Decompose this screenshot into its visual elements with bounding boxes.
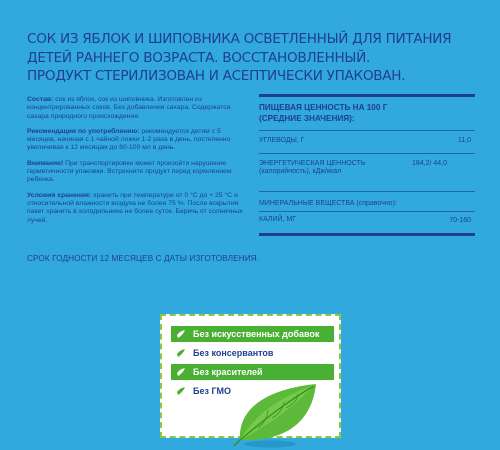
- product-info-text: [27, 96, 243, 232]
- badge-label: Без красителей: [193, 367, 263, 377]
- nutrition-title-line-1: ПИЩЕВАЯ ЦЕННОСТЬ НА 100 Г: [259, 103, 388, 112]
- leaf-check-icon: [176, 386, 186, 396]
- green-leaf-icon: [228, 380, 324, 450]
- leaf-check-icon: [176, 367, 186, 377]
- usage-paragraph: [27, 128, 243, 153]
- product-heading: [27, 30, 452, 86]
- nutrition-row-energy: [259, 154, 475, 191]
- composition-paragraph: [27, 96, 243, 121]
- usage-label: Рекомендации по употреблению:: [27, 127, 140, 135]
- energy-label-line-2: (калорийность), кДж/ккал: [259, 168, 342, 176]
- shelf-life-text: СРОК ГОДНОСТИ 12 МЕСЯЦЕВ С ДАТЫ ИЗГОТОВЛЕНИЯ.: [27, 254, 260, 263]
- nutrition-title: [259, 97, 475, 130]
- badge-label: Без ГМО: [193, 386, 232, 396]
- nutrition-title-line-2: (СРЕДНИЕ ЗНАЧЕНИЯ):: [259, 114, 355, 123]
- storage-paragraph: [27, 192, 243, 225]
- usage-text: рекомендуется детям с 5 месяцев, начиная с 1 чайной ложки 1-2 раза в день, постепенно увеличивая к 12 месяцам до 80-100 мл в день.: [27, 127, 231, 152]
- warning-label: Внимание!: [27, 159, 64, 167]
- heading-line-2: ДЕТЕЙ РАННЕГО ВОЗРАСТА. ВОССТАНОВЛЕННЫЙ.: [27, 49, 371, 66]
- badge-no-colorants: [171, 364, 334, 380]
- energy-value: 184,2/ 44,0: [411, 159, 447, 167]
- heading-line-3: ПРОДУКТ СТЕРИЛИЗОВАН И АСЕПТИЧЕСКИ УПАКОВАН.: [27, 68, 406, 84]
- heading-line-1: СОК ИЗ ЯБЛОК И ШИПОВНИКА ОСВЕТЛЕННЫЙ ДЛЯ ПИТАНИЯ: [27, 31, 452, 47]
- nutrition-table: [259, 94, 475, 236]
- badge-label: Без консервантов: [193, 348, 274, 358]
- minerals-label: МИНЕРАЛЬНЫЕ ВЕЩЕСТВА (справочно):: [259, 199, 397, 207]
- storage-label: Условия хранения:: [27, 191, 92, 199]
- potassium-value: 70-160: [449, 216, 471, 224]
- nutrition-row-minerals: [259, 192, 475, 225]
- nutrition-row-carbs: [259, 131, 475, 153]
- warning-paragraph: [27, 160, 243, 185]
- potassium-label: КАЛИЙ, МГ: [259, 216, 297, 224]
- badge-label: Без искусственных добавок: [193, 329, 320, 339]
- nutrition-bottom-rule: [259, 233, 475, 236]
- leaf-check-icon: [176, 329, 186, 339]
- energy-label-line-1: ЭНЕРГЕТИЧЕСКАЯ ЦЕННОСТЬ: [259, 159, 366, 167]
- composition-label: Состав:: [27, 96, 54, 103]
- warning-text: При транспортировке может произойти нарушение герметичности упаковки. Встряхните продукт перед кормлением ребенка.: [27, 159, 232, 184]
- nutrition-divider: [259, 211, 475, 212]
- badge-no-preservatives: [171, 345, 334, 361]
- carbs-value: 11,0: [457, 137, 471, 144]
- leaf-check-icon: [176, 348, 186, 358]
- composition-text: сок из яблок, сок из шиповника. Изготовлен из концентрированных соков. Без добавления сахара. Содержатся сахара природного происхождения.: [27, 96, 231, 120]
- carbs-label: УГЛЕВОДЫ, Г: [259, 137, 305, 144]
- badge-no-artificial-additives: [171, 326, 334, 342]
- storage-text: хранить при температуре от 0 °С до + 25 °С и относительной влажности воздуха не более 75 %. После вскрытия пакет хранить в холодильнике не более суток. Беречь от солнечных лучей.: [27, 191, 243, 224]
